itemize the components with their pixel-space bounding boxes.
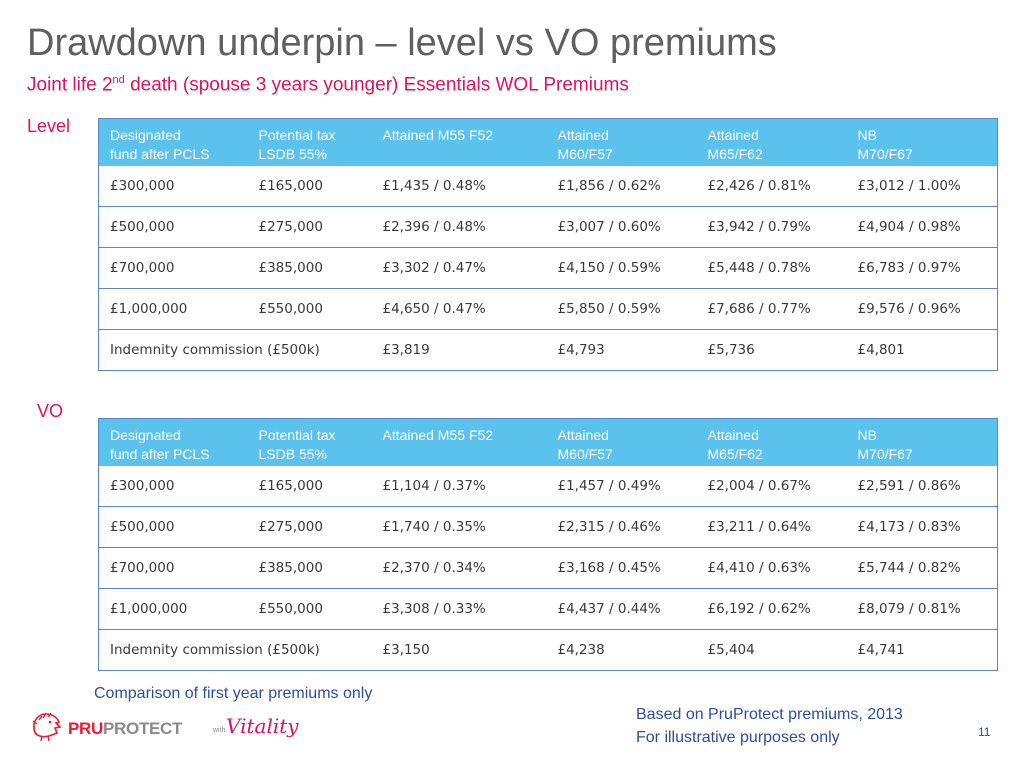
table-cell: £3,150 <box>382 642 430 658</box>
table-cell: £2,591 / 0.86% <box>847 466 998 507</box>
table-cell: £7,686 / 0.77% <box>697 289 847 330</box>
table-cell: £1,000,000 <box>99 289 248 330</box>
table-cell: £3,007 / 0.60% <box>547 207 697 248</box>
column-header: Attained M55 F52 <box>372 119 547 166</box>
table-cell: £300,000 <box>99 166 248 207</box>
column-header: NB M70/F67 <box>847 119 998 166</box>
subtitle-superscript: nd <box>112 74 125 86</box>
table-cell: £2,426 / 0.81% <box>697 166 847 207</box>
table-cell: £1,740 / 0.35% <box>372 507 547 548</box>
page-title: Drawdown underpin – level vs VO premiums <box>27 22 777 64</box>
comparison-note: Comparison of first year premiums only <box>94 685 373 702</box>
table-cell: £500,000 <box>99 507 248 548</box>
table-row <box>99 507 998 548</box>
table-cell: £1,000,000 <box>99 589 248 630</box>
commission-row <box>99 330 998 371</box>
table-cell: £550,000 <box>248 289 372 330</box>
subtitle-text-start: Joint life 2 <box>27 74 113 96</box>
table-cell: £2,370 / 0.34% <box>372 548 547 589</box>
table-cell: £165,000 <box>248 166 372 207</box>
table-cell: £2,004 / 0.67% <box>697 466 847 507</box>
table-cell: £4,173 / 0.83% <box>847 507 998 548</box>
table-cell: £3,211 / 0.64% <box>697 507 847 548</box>
table-cell: £3,308 / 0.33% <box>372 589 547 630</box>
table-cell: £3,012 / 1.00% <box>847 166 998 207</box>
commission-row <box>99 630 998 671</box>
table-row <box>99 248 998 289</box>
source-line: Based on PruProtect premiums, 2013 <box>636 706 903 723</box>
page-number: 11 <box>978 725 991 739</box>
subtitle-text-end: death (spouse 3 years younger) Essentials WOL Premiums <box>124 74 629 96</box>
table-cell: £550,000 <box>248 589 372 630</box>
table-cell: £4,437 / 0.44% <box>547 589 697 630</box>
table-cell: £4,793 <box>557 342 605 358</box>
table-cell: £300,000 <box>99 466 248 507</box>
table-cell: £5,736 <box>707 342 755 358</box>
table-cell: £385,000 <box>248 248 372 289</box>
table-cell: £4,238 <box>557 642 605 658</box>
vo-section-label: VO <box>37 401 64 421</box>
table-cell: £4,741 <box>857 642 905 658</box>
table-row <box>99 289 998 330</box>
source-note <box>636 703 903 749</box>
column-header: Designated fund after PCLS <box>99 119 248 166</box>
table-cell: £4,801 <box>857 342 905 358</box>
table-cell: £3,819 <box>382 342 430 358</box>
logo-wordmark: PRUPROTECT <box>68 719 183 738</box>
table-row <box>99 589 998 630</box>
column-header: Attained M65/F62 <box>697 419 847 466</box>
column-header: Designated fund after PCLS <box>99 419 248 466</box>
column-header: Attained M55 F52 <box>372 419 547 466</box>
table-row <box>99 207 998 248</box>
page-subtitle <box>27 74 629 96</box>
table-cell: £8,079 / 0.81% <box>847 589 998 630</box>
table-cell: £500,000 <box>99 207 248 248</box>
table-header-row <box>99 419 998 466</box>
table-cell: £5,850 / 0.59% <box>547 289 697 330</box>
column-header: Attained M60/F57 <box>547 419 697 466</box>
table-cell: £4,904 / 0.98% <box>847 207 998 248</box>
table-row <box>99 466 998 507</box>
table-cell: £2,315 / 0.46% <box>547 507 697 548</box>
table-cell: £5,404 <box>707 642 755 658</box>
table-row <box>99 166 998 207</box>
column-header: Attained M60/F57 <box>547 119 697 166</box>
table-cell: £385,000 <box>248 548 372 589</box>
column-header: NB M70/F67 <box>847 419 998 466</box>
table-cell: £2,396 / 0.48% <box>372 207 547 248</box>
level-section-label: Level <box>27 116 71 136</box>
table-header-row <box>99 119 998 166</box>
commission-label: Indemnity commission (£500k) <box>110 642 320 658</box>
level-premium-table <box>98 118 998 371</box>
table-cell: £4,150 / 0.59% <box>547 248 697 289</box>
table-cell: £5,448 / 0.78% <box>697 248 847 289</box>
logo-with-text: with <box>213 727 226 734</box>
lion-icon <box>30 708 64 742</box>
disclaimer-line: For illustrative purposes only <box>636 729 840 746</box>
table-cell: £1,435 / 0.48% <box>372 166 547 207</box>
table-cell: £1,104 / 0.37% <box>372 466 547 507</box>
table-cell: £275,000 <box>248 207 372 248</box>
table-cell: £1,856 / 0.62% <box>547 166 697 207</box>
vo-premium-table <box>98 418 998 671</box>
table-cell: £3,942 / 0.79% <box>697 207 847 248</box>
column-header: Attained M65/F62 <box>697 119 847 166</box>
table-cell: £165,000 <box>248 466 372 507</box>
commission-label: Indemnity commission (£500k) <box>110 342 320 358</box>
table-cell: £9,576 / 0.96% <box>847 289 998 330</box>
logo-vitality-text: Vitality <box>226 714 299 738</box>
table-cell: £6,192 / 0.62% <box>697 589 847 630</box>
column-header: Potential tax LSDB 55% <box>248 119 372 166</box>
table-cell: £700,000 <box>99 248 248 289</box>
table-cell: £3,168 / 0.45% <box>547 548 697 589</box>
table-cell: £3,302 / 0.47% <box>372 248 547 289</box>
table-row <box>99 548 998 589</box>
table-cell: £5,744 / 0.82% <box>847 548 998 589</box>
column-header: Potential tax LSDB 55% <box>248 419 372 466</box>
table-cell: £4,650 / 0.47% <box>372 289 547 330</box>
table-cell: £4,410 / 0.63% <box>697 548 847 589</box>
table-cell: £275,000 <box>248 507 372 548</box>
table-cell: £700,000 <box>99 548 248 589</box>
table-cell: £1,457 / 0.49% <box>547 466 697 507</box>
table-cell: £6,783 / 0.97% <box>847 248 998 289</box>
